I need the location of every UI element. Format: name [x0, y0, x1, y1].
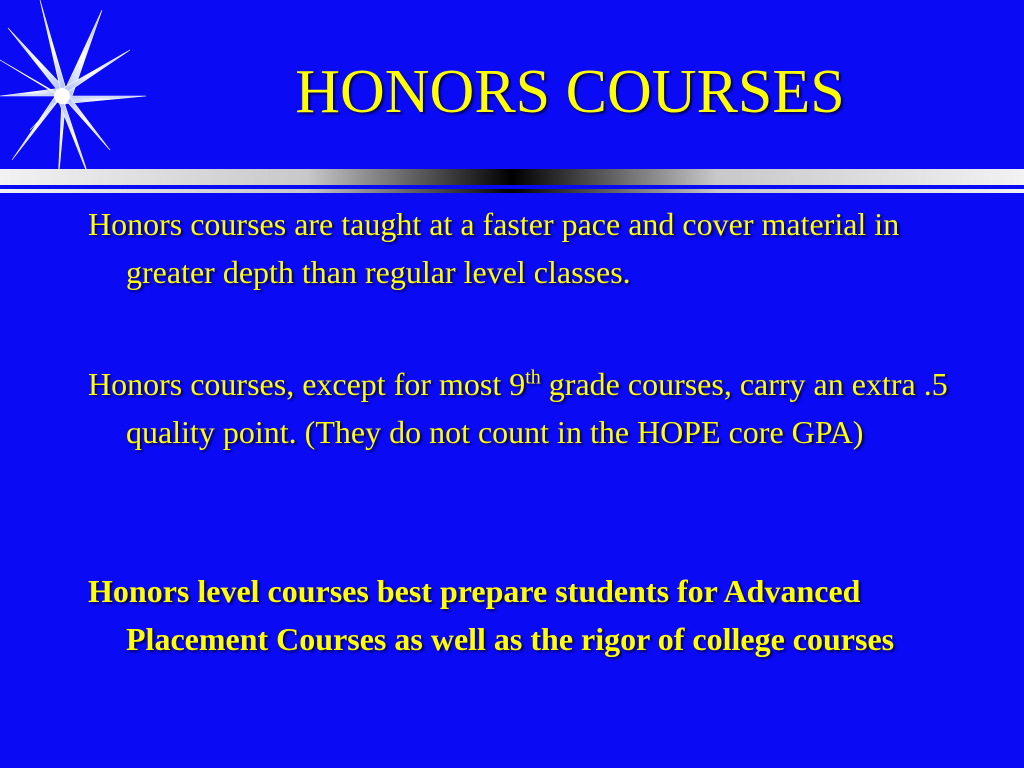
starburst-icon	[0, 0, 150, 190]
bullet-text: Honors level courses best prepare students for Advanced Placement Courses as well as the rigor of college courses	[88, 573, 895, 657]
bullet-paragraph-3	[88, 567, 988, 663]
bullet-text-part1: Honors courses, except for most 9	[88, 366, 526, 402]
bullet-paragraph-2	[88, 360, 988, 456]
bullet-text-part2: grade courses, carry an extra .5 quality point. (They do not count in the HOPE core GPA)	[126, 366, 948, 450]
bullet-paragraph-1	[88, 200, 988, 296]
slide-title: HONORS COURSES	[295, 58, 845, 126]
bullet-text: Honors courses are taught at a faster pace and cover material in greater depth than regular level classes.	[88, 206, 900, 290]
ordinal-superscript: th	[525, 366, 541, 389]
divider-bar	[0, 169, 1024, 199]
